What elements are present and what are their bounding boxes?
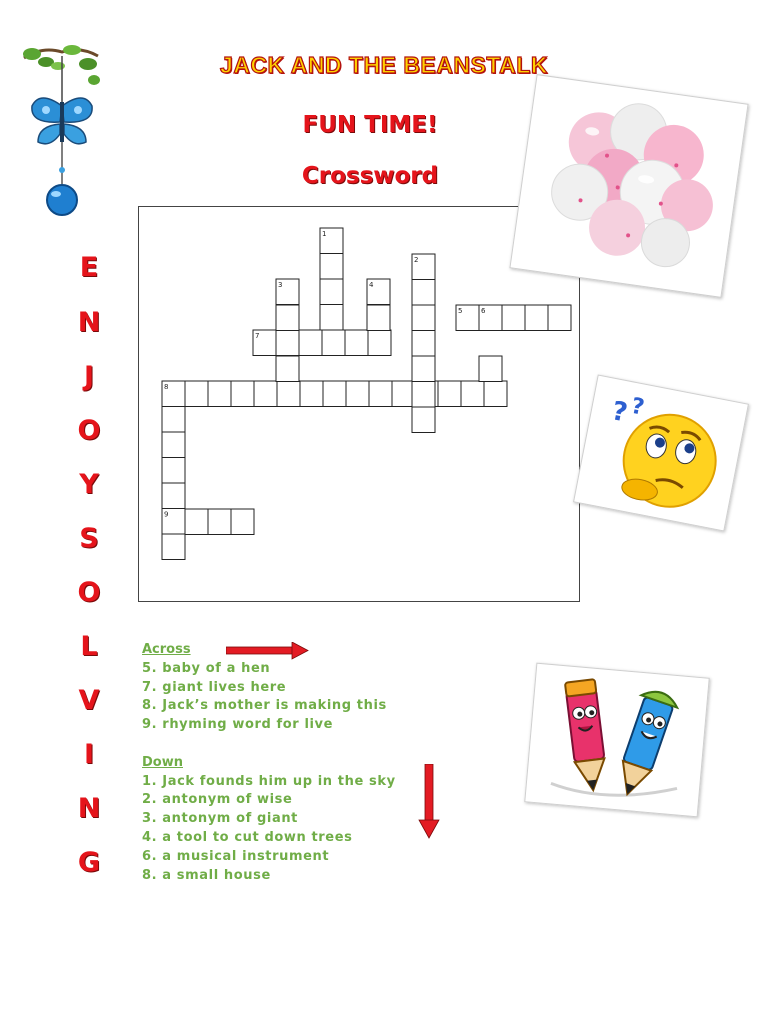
crossword-cell[interactable] [299, 330, 322, 356]
down-clue: 4. a tool to cut down trees [142, 830, 353, 845]
crossword-cell[interactable] [320, 254, 343, 280]
crossword-cell[interactable] [368, 330, 391, 356]
side-letter: E [79, 252, 99, 283]
crossword-cell[interactable] [320, 228, 343, 254]
crossword-cell[interactable] [479, 305, 502, 331]
crossword-cell[interactable] [208, 381, 231, 407]
crossword-cell[interactable] [162, 509, 185, 535]
side-letter: I [83, 739, 95, 770]
down-arrow-icon [418, 764, 440, 840]
crossword-cell[interactable] [185, 381, 208, 407]
down-clue: 2. antonym of wise [142, 792, 293, 807]
svg-text:?: ? [629, 393, 647, 421]
crossword-cell[interactable] [412, 382, 435, 408]
svg-text:?: ? [609, 396, 630, 429]
side-letter: N [77, 307, 101, 338]
crossword-cell[interactable] [276, 305, 299, 331]
crossword-cell[interactable] [320, 305, 343, 331]
across-clue: 7. giant lives here [142, 680, 287, 695]
crossword-cell[interactable] [345, 330, 368, 356]
clue-number: 6 [481, 307, 486, 315]
pencils-picture [524, 663, 710, 818]
clue-number: 1 [322, 230, 327, 238]
down-heading: Down [142, 755, 183, 770]
balloons-icon [511, 75, 748, 297]
crossword-cell[interactable] [254, 381, 277, 407]
crossword-cell[interactable] [346, 381, 369, 407]
side-letter: S [79, 523, 99, 554]
crossword-cell[interactable] [412, 280, 435, 306]
crossword-cell[interactable] [162, 407, 185, 433]
crossword-cell[interactable] [484, 381, 507, 407]
clue-number: 9 [164, 510, 169, 519]
crossword-cell[interactable] [276, 356, 299, 382]
crossword-cell[interactable] [162, 381, 185, 407]
crossword-cell[interactable] [208, 509, 231, 535]
crossword-cell[interactable] [502, 305, 525, 331]
page-title: JACK AND THE BEANSTALK [220, 52, 548, 78]
thinking-emoji-icon [574, 376, 748, 531]
side-letter: O [77, 577, 101, 608]
pencil-characters-icon [525, 664, 708, 816]
clue-number: 2 [414, 256, 419, 264]
side-letter: L [80, 631, 98, 662]
right-arrow-icon [226, 642, 310, 660]
down-clue: 3. antonym of giant [142, 811, 298, 826]
crossword-cell[interactable] [548, 305, 571, 331]
clue-number: 8 [164, 383, 169, 391]
side-letter: J [83, 361, 95, 392]
crossword-cell[interactable] [231, 509, 254, 535]
down-clue: 6. a musical instrument [142, 849, 330, 864]
balloons-picture [509, 74, 748, 298]
crossword-cell[interactable] [456, 305, 479, 331]
thinking-emoji-picture [573, 375, 749, 532]
side-letter: N [77, 793, 101, 824]
crossword-cell[interactable] [438, 381, 461, 407]
butterfly-ornament-icon [22, 44, 100, 222]
crossword-cell[interactable] [185, 509, 208, 535]
across-clue: 5. baby of a hen [142, 661, 271, 676]
crossword-cell[interactable] [276, 279, 299, 305]
crossword-cell[interactable] [412, 356, 435, 382]
crossword-cell[interactable] [479, 356, 502, 382]
crossword-cell[interactable] [412, 305, 435, 331]
across-clue: 8. Jack’s mother is making this [142, 698, 387, 713]
side-letter: V [78, 685, 100, 716]
crossword-cell[interactable] [162, 458, 185, 484]
crossword-cell[interactable] [525, 305, 548, 331]
crossword-cell[interactable] [231, 381, 254, 407]
crossword-cell[interactable] [277, 381, 300, 407]
crossword-cell[interactable] [162, 432, 185, 458]
side-letter: Y [79, 469, 99, 500]
crossword-cell[interactable] [461, 381, 484, 407]
across-heading: Across [142, 642, 191, 657]
side-letter: O [77, 415, 101, 446]
crossword-cell[interactable] [369, 381, 392, 407]
fun-time-heading: FUN TIME! [302, 112, 438, 138]
side-letter: G [77, 847, 101, 878]
crossword-cell[interactable] [162, 534, 185, 560]
clue-number: 3 [278, 281, 283, 289]
crossword-cell[interactable] [412, 331, 435, 357]
crossword-cell[interactable] [300, 381, 323, 407]
crossword-cell[interactable] [412, 407, 435, 433]
down-clue: 8. a small house [142, 868, 271, 883]
crossword-cell[interactable] [323, 381, 346, 407]
crossword-cell[interactable] [367, 279, 390, 305]
crossword-cell[interactable] [320, 279, 343, 305]
down-clue: 1. Jack founds him up in the sky [142, 774, 396, 789]
clue-number: 5 [458, 307, 463, 315]
clue-number: 4 [369, 281, 374, 289]
crossword-cell[interactable] [367, 305, 390, 331]
clue-number: 7 [255, 332, 260, 340]
across-clue: 9. rhyming word for live [142, 717, 334, 732]
crossword-cell[interactable] [276, 330, 299, 356]
crossword-heading: Crossword [301, 163, 439, 189]
crossword-cell[interactable] [253, 330, 276, 356]
crossword-cell[interactable] [162, 483, 185, 509]
crossword-cell[interactable] [322, 330, 345, 356]
crossword-cell[interactable] [412, 254, 435, 280]
